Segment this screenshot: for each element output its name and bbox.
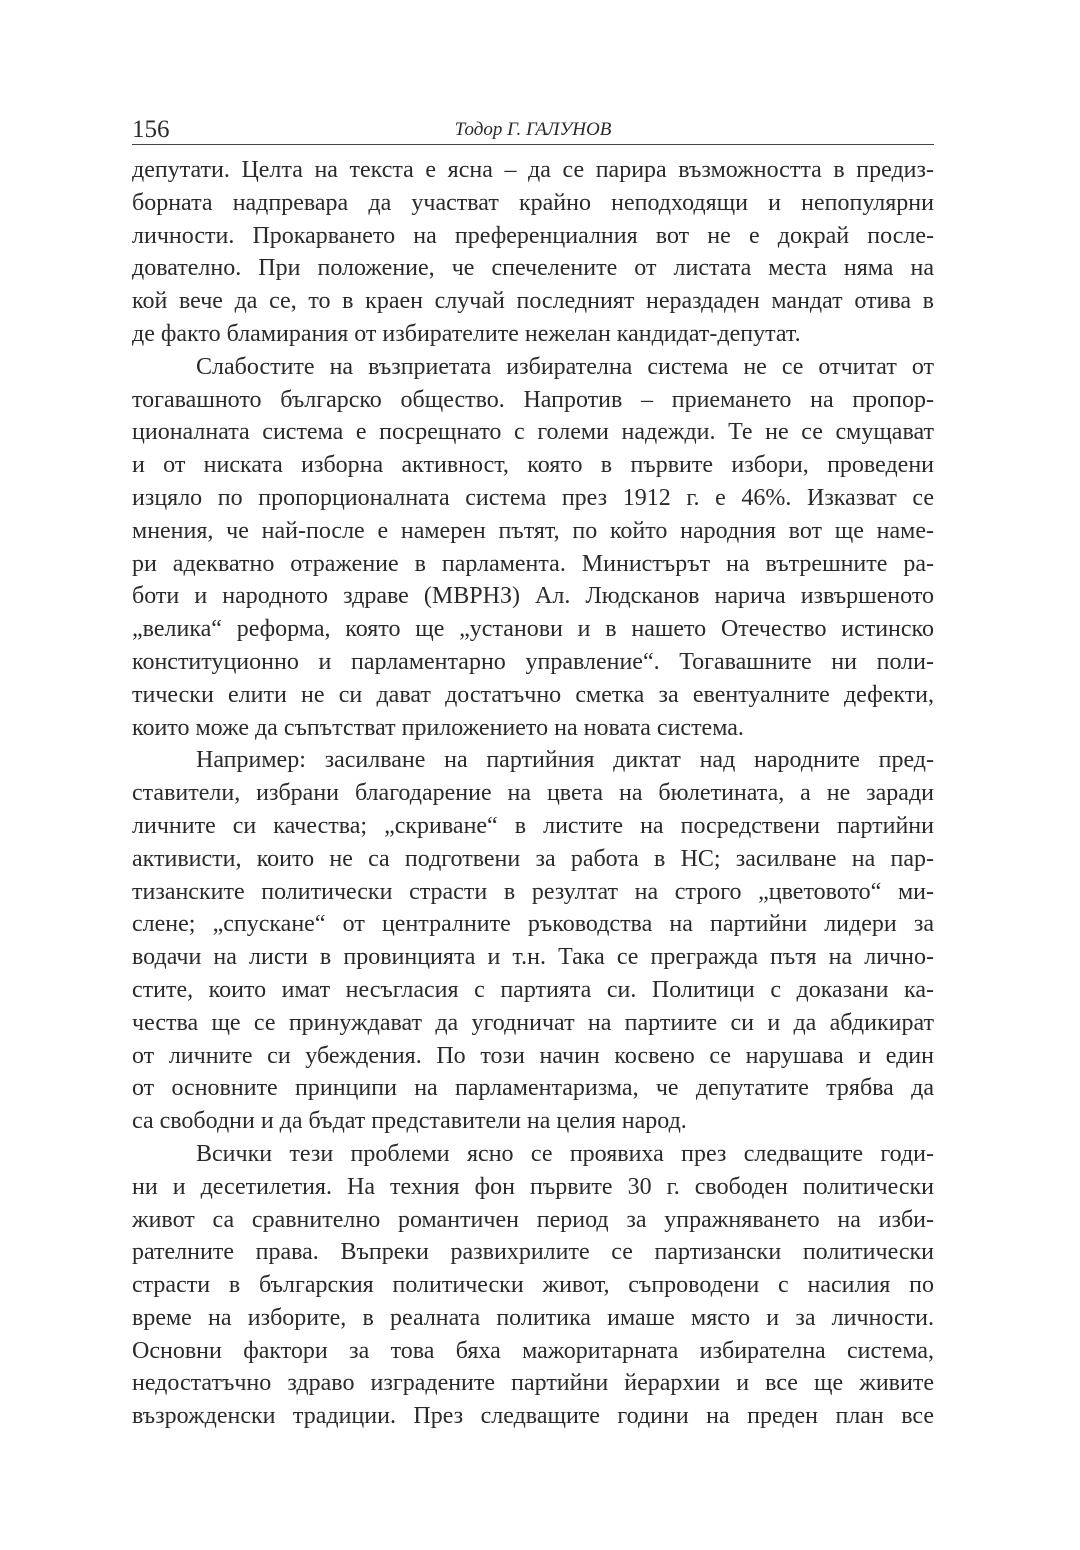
paragraph bbox=[132, 744, 934, 1138]
text-line: ни и десетилетия. На техния фон първите 30 г. свободен политически bbox=[132, 1173, 934, 1200]
page-number: 156 bbox=[132, 116, 170, 143]
text-line: от личните си убеждения. По този начин косвено се нарушава и един bbox=[132, 1042, 934, 1069]
text-line: де факто бламирания от избирателите нежелан кандидат-депутат. bbox=[132, 320, 801, 347]
text-line: страсти в българския политически живот, съпроводени с насилия по bbox=[132, 1272, 934, 1299]
text-line: ри адекватно отражение в парламента. Министърът на вътрешните ра- bbox=[132, 550, 934, 577]
text-line: депутати. Целта на текста е ясна – да се парира възможността в предиз- bbox=[132, 157, 934, 183]
text-line: боти и народното здраве (МВРНЗ) Ал. Людсканов нарича извършеното bbox=[132, 583, 934, 610]
text-line: са свободни и да бъдат представители на целия народ. bbox=[132, 1108, 687, 1135]
body-text bbox=[132, 154, 934, 1433]
text-line: Слабостите на възприетата избирателна система не се отчитат от bbox=[196, 353, 934, 380]
running-title: Тодор Г. ГАЛУНОВ bbox=[454, 119, 612, 140]
text-line: възрожденски традиции. През следващите години на преден план все bbox=[132, 1403, 934, 1430]
text-line: конституционно и парламентарно управление“. Тогавашните ни поли- bbox=[132, 648, 934, 675]
book-page bbox=[132, 110, 934, 1433]
text-line: и от ниската изборна активност, която в първите избори, проведени bbox=[132, 452, 934, 479]
text-line: Всички тези проблеми ясно се проявиха през следващите годи- bbox=[196, 1140, 934, 1167]
text-line: ционалната система е посрещнато с големи надежди. Те не се смущават bbox=[132, 419, 934, 446]
text-line: слене; „спускане“ от централните ръководства на партийни лидери за bbox=[132, 911, 934, 938]
paragraph bbox=[132, 154, 934, 351]
paragraph bbox=[132, 351, 934, 745]
text-line: стите, които имат несъгласия с партията си. Политици с доказани ка- bbox=[132, 976, 934, 1003]
text-line: активисти, които не са подготвени за работа в НС; засилване на пар- bbox=[132, 845, 934, 872]
running-header bbox=[132, 110, 934, 145]
text-line: водачи на листи в провинцията и т.н. Така се преграждa пътя на лично- bbox=[132, 944, 934, 971]
paragraph bbox=[132, 1138, 934, 1433]
text-line: недостатъчно здраво изградените партийни йерархии и все ще живите bbox=[132, 1370, 934, 1397]
text-line: тически елити не си дават достатъчно сметка за евентуалните дефекти, bbox=[132, 681, 934, 708]
text-line: ставители, избрани благодарение на цвета на бюлетината, а не заради bbox=[132, 780, 934, 807]
text-line: личности. Прокарването на преференциалния вот не е докрай после- bbox=[132, 222, 934, 249]
text-line: дователно. При положение, че спечелените от листата места няма на bbox=[132, 255, 934, 282]
text-line: „велика“ реформа, която ще „установи и в нашето Отечество истинско bbox=[132, 616, 934, 643]
text-line: борната надпревара да участват крайно неподходящи и непопулярни bbox=[132, 189, 934, 216]
text-line: тизанските политически страсти в резултат на строго „цветовото“ ми- bbox=[132, 878, 934, 905]
text-line: кой вече да се, то в краен случай последният нераздаден мандат отива в bbox=[132, 288, 934, 315]
text-line: тогавашното българско общество. Напротив – приемането на пропор- bbox=[132, 386, 934, 413]
text-line: рателните права. Въпреки развихрилите се партизански политически bbox=[132, 1239, 934, 1266]
text-line: време на изборите, в реалната политика имаше място и за личности. bbox=[132, 1304, 934, 1331]
text-line: изцяло по пропорционалната система през 1912 г. е 46%. Изказват се bbox=[132, 484, 934, 511]
text-line: мнения, че най-после е намерен пътят, по който народния вот ще наме- bbox=[132, 517, 934, 544]
text-line: Например: засилване на партийния диктат над народните пред- bbox=[196, 747, 934, 774]
text-line: чества ще се принуждават да угодничат на партиите си и да абдикират bbox=[132, 1009, 934, 1036]
text-line: Основни фактори за това бяха мажоритарната избирателна система, bbox=[132, 1337, 934, 1364]
text-line: от основните принципи на парламентаризма, че депутатите трябва да bbox=[132, 1075, 934, 1102]
text-line: които може да съпътстват приложението на новата система. bbox=[132, 714, 744, 741]
text-line: живот са сравнително романтичен период за упражняването на изби- bbox=[132, 1206, 934, 1233]
text-line: личните си качества; „скриване“ в листите на посредствени партийни bbox=[132, 812, 934, 839]
